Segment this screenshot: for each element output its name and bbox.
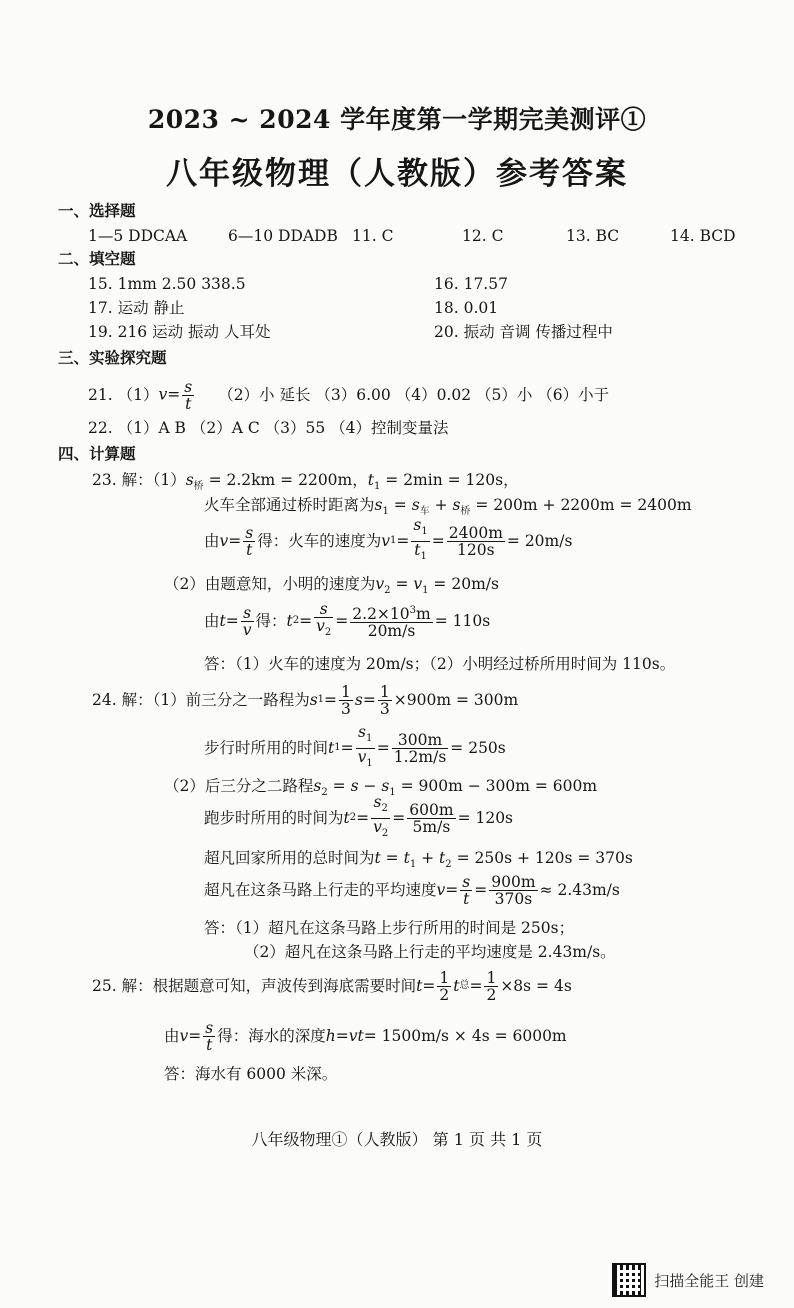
q25-answer: 答：海水有 6000 米深。 bbox=[164, 1065, 338, 1083]
q24-line6: 超凡在这条马路上行走的平均速度 v = $\frac{s}{t}$ = $\frac{900m}{370s}$ ≈ 2.43m/s bbox=[204, 872, 620, 908]
q24-l6: 超凡在这条马路上行走的平均速度 bbox=[204, 881, 437, 899]
exp-22: 22. （1）A B （2）A C （3）55 （4）控制变量法 bbox=[88, 419, 449, 437]
q24-line5: 超凡回家所用的总时间为$t = t_1 + t_2 = 250s + 120s = 370s$ bbox=[204, 849, 633, 871]
section-experiment: 三、实验探究题 bbox=[58, 348, 167, 367]
q24-l5: 超凡回家所用的总时间为 bbox=[204, 849, 375, 867]
q24-answer-2: （2）超凡在这条马路上行走的平均速度是 2.43m/s。 bbox=[244, 943, 616, 961]
q25-line2: 由 v = $\frac{s}{t}$ 得：海水的深度 h = vt = 1500m/s × 4s = 6000m bbox=[164, 1018, 567, 1054]
title-exam: 2023 ~ 2024 学年度第一学期完美测评① bbox=[147, 105, 647, 134]
exp-21 bbox=[88, 376, 609, 414]
q25-line1: 25. 解：根据题意可知，声波传到海底需要时间 t = $\frac{1}{2}$ t 总 = $\frac{1}{2}$ ×8s = 4s bbox=[92, 968, 572, 1004]
fill-18: 18. 0.01 bbox=[434, 299, 499, 317]
q24-head: 24. 解：（1）前三分之一路程为 bbox=[92, 691, 310, 709]
q25-head: 25. 解：根据题意可知，声波传到海底需要时间 bbox=[92, 977, 417, 995]
q23-l1-text: 火车全部通过桥时距离为 bbox=[204, 496, 375, 514]
q23-l2b: 得：火车的速度为 bbox=[257, 532, 382, 550]
fill-15: 15. 1mm 2.50 338.5 bbox=[88, 275, 246, 293]
exp-21-label: 21. （1） bbox=[88, 386, 159, 404]
q24-answer-1: 答：（1）超凡在这条马路上步行所用的时间是 250s； bbox=[204, 919, 575, 937]
choice-6-10: 6—10 DDADB bbox=[228, 227, 338, 245]
section-calc: 四、计算题 bbox=[58, 444, 136, 463]
watermark-text: 扫描全能王 创建 bbox=[654, 1271, 764, 1290]
q25-l2a: 由 bbox=[164, 1027, 180, 1045]
title-answer-key: 八年级物理（人教版）参考答案 bbox=[166, 156, 628, 192]
page-footer: 八年级物理①（人教版） 第 1 页 共 1 页 bbox=[251, 1130, 543, 1149]
q23-head: 23. 解：（1） bbox=[92, 471, 186, 489]
q24-l2: 步行时所用的时间 bbox=[204, 739, 329, 757]
q23-answer: 答：（1）火车的速度为 20m/s；（2）小明经过桥所用时间为 110s。 bbox=[204, 655, 676, 673]
choice-12: 12. C bbox=[462, 227, 504, 245]
q23-l3: （2）由题意知，小明的速度为 bbox=[164, 575, 376, 593]
choice-13: 13. BC bbox=[566, 227, 620, 245]
section-fill: 二、填空题 bbox=[58, 249, 136, 268]
q23-line2: 火车全部通过桥时距离为$s_1 = s_车 + s_桥 = 200m + 2200m = 2400m$ bbox=[204, 496, 692, 518]
exp-21-rest: （2）小 延长 （3）6.00 （4）0.02 （5）小 （6）小于 bbox=[218, 386, 610, 404]
formula-v-s-t: v= $\frac{s}{t}$ bbox=[158, 377, 193, 413]
choice-1-5: 1—5 DDCAA bbox=[88, 227, 188, 245]
q24-line1: 24. 解：（1）前三分之一路程为 s 1 = $\frac{1}{3}$ s = $\frac{1}{3}$ ×900m = 300m bbox=[92, 682, 519, 718]
qr-code-icon bbox=[612, 1263, 646, 1297]
q23-l4a: 由 bbox=[204, 612, 220, 630]
q24-line2: 步行时所用的时间 t 1 = $\frac{s_1}{v_1}$ = $\frac{300m}{1.2m/s}$ = 250s bbox=[204, 723, 506, 769]
q24-line4: 跑步时所用的时间为 t 2 = $\frac{s_2}{v_2}$ = $\frac{600m}{5m/s}$ = 120s bbox=[204, 793, 514, 839]
q25-l2b: 得：海水的深度 bbox=[217, 1027, 326, 1045]
fill-16: 16. 17.57 bbox=[434, 275, 508, 293]
q23-line1: 23. 解：$(1)s_桥 = 2.2km = 2200m$，$t_1 = 2\min = 120s$， bbox=[92, 471, 519, 493]
q24-l4: 跑步时所用的时间为 bbox=[204, 809, 344, 827]
q24-l3: （2）后三分之二路程 bbox=[164, 777, 314, 795]
scanner-watermark bbox=[612, 1263, 764, 1297]
q23-l2a: 由 bbox=[204, 532, 220, 550]
q23-line4: （2）由题意知，小明的速度为$v_2 = v_1 = 20m/s$ bbox=[164, 575, 499, 597]
fill-17: 17. 运动 静止 bbox=[88, 299, 185, 317]
q24-line3: （2）后三分之二路程$s_2 = s - s_1 = 900m - 300m = 600m$ bbox=[164, 777, 598, 799]
choice-14: 14. BCD bbox=[670, 227, 736, 245]
fill-19: 19. 216 运动 振动 人耳处 bbox=[88, 323, 271, 341]
q23-l4b: 得： bbox=[255, 612, 287, 630]
q23-line3: 由 v = $\frac{s}{t}$ 得：火车的速度为 v 1 = $\frac{s_1}{t_1}$ = $\frac{2400m}{120s}$ = 20m/s bbox=[204, 516, 573, 562]
choice-11: 11. C bbox=[352, 227, 394, 245]
fill-20: 20. 振动 音调 传播过程中 bbox=[434, 323, 613, 341]
q23-line5: 由 t = $\frac{s}{v}$ 得： t 2 = $\frac{s}{v_2}$ = $\frac{2.2\times 10^3m}{20m/s}$ = 110s bbox=[204, 599, 491, 641]
section-choice: 一、选择题 bbox=[58, 201, 136, 220]
